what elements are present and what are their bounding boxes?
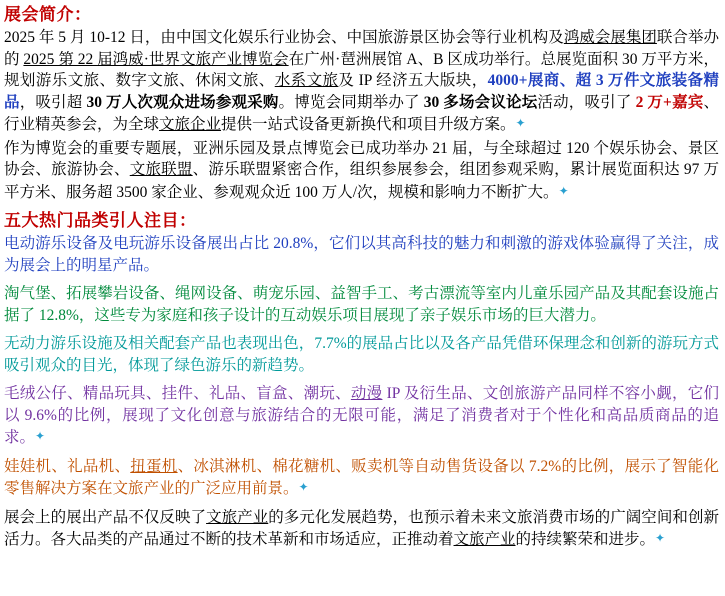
paragraph-closing-text: 展会上的展出产品不仅反映了文旅产业的多元化发展趋势，也预示着未来文旅消费市场的广阔空间和创新活力。各大品类的产品通过不断的技术革新和市场适应，正推动着文旅产业的持续繁荣和进步。✦ — [4, 508, 719, 548]
section-heading-categories: 五大热门品类引人注目： — [4, 211, 197, 230]
category-vending — [4, 456, 719, 500]
category-vending-text: 娃娃机、礼品机、扭蛋机、冰淇淋机、棉花糖机、贩卖机等自动售货设备以 7.2%的比例，展示了智能化零售解决方案在文旅产业的广泛应用前景。✦ — [4, 457, 719, 497]
paragraph-asia-expo-text: 作为博览会的重要专题展，亚洲乐园及景点博览会已成功举办 21 届，与全球超过 120 个娱乐协会、景区协会、旅游协会、文旅联盟、游乐联盟紧密合作，组织参展参会，组团参观采购，累计展览面积达 97 万平方米、服务超 3500 家企业、参观观众近 100 万人/次，规模和影响力不断扩大。✦ — [4, 139, 719, 201]
category-plush-ip-text: 毛绒公仔、精品玩具、挂件、礼品、盲盒、潮玩、动漫 IP 及衍生品、文创旅游产品同样不容小觑，它们以 9.6%的比例，展现了文化创意与旅游结合的无限可能，满足了消费者对于个性化和高品质商品的追求。✦ — [4, 385, 719, 446]
paragraph-intro-text: 2025 年 5 月 10-12 日，由中国文化娱乐行业协会、中国旅游景区协会等行业机构及鸿威会展集团联合举办的 2025 第 22 届鸿威·世界文旅产业博览会在广州·琶洲展馆 A、B 区成功举行。总展览面积 30 万平方米，规划游乐文旅、数字文旅、休闲文旅、水系文旅及 IP 经济五大版块，4000+展商、超 3 万件文旅装备精品，吸引超 30 万人次观众进场参观采购。博览会同期举办了 30 多场会议论坛活动，吸引了 2 万+嘉宾、行业精英参会，为全球文旅企业提供一站式设备更新换代和项目升级方案。✦ — [4, 29, 719, 133]
section-heading-intro: 展会简介： — [4, 5, 92, 24]
category-non-powered: 无动力游乐设施及相关配套产品也表现出色，7.7%的展品占比以及各产品凭借环保理念和创新的游玩方式吸引观众的目光，体现了绿色游乐的新趋势。 — [4, 335, 719, 374]
paragraph-intro — [4, 27, 719, 136]
category-inflatable-parks: 淘气堡、拓展攀岩设备、绳网设备、萌宠乐园、益智手工、考古漂流等室内儿童乐园产品及其配套设施占据了 12.8%，这些专为家庭和孩子设计的互动娱乐项目展现了亲子娱乐市场的巨大潜力。 — [4, 285, 719, 324]
category-game-machines: 电动游乐设备及电玩游乐设备展出占比 20.8%，它们以其高科技的魅力和刺激的游戏体验赢得了关注，成为展会上的明星产品。 — [4, 235, 719, 274]
category-plush-ip — [4, 383, 719, 449]
paragraph-asia-expo — [4, 138, 719, 204]
paragraph-closing — [4, 507, 719, 551]
